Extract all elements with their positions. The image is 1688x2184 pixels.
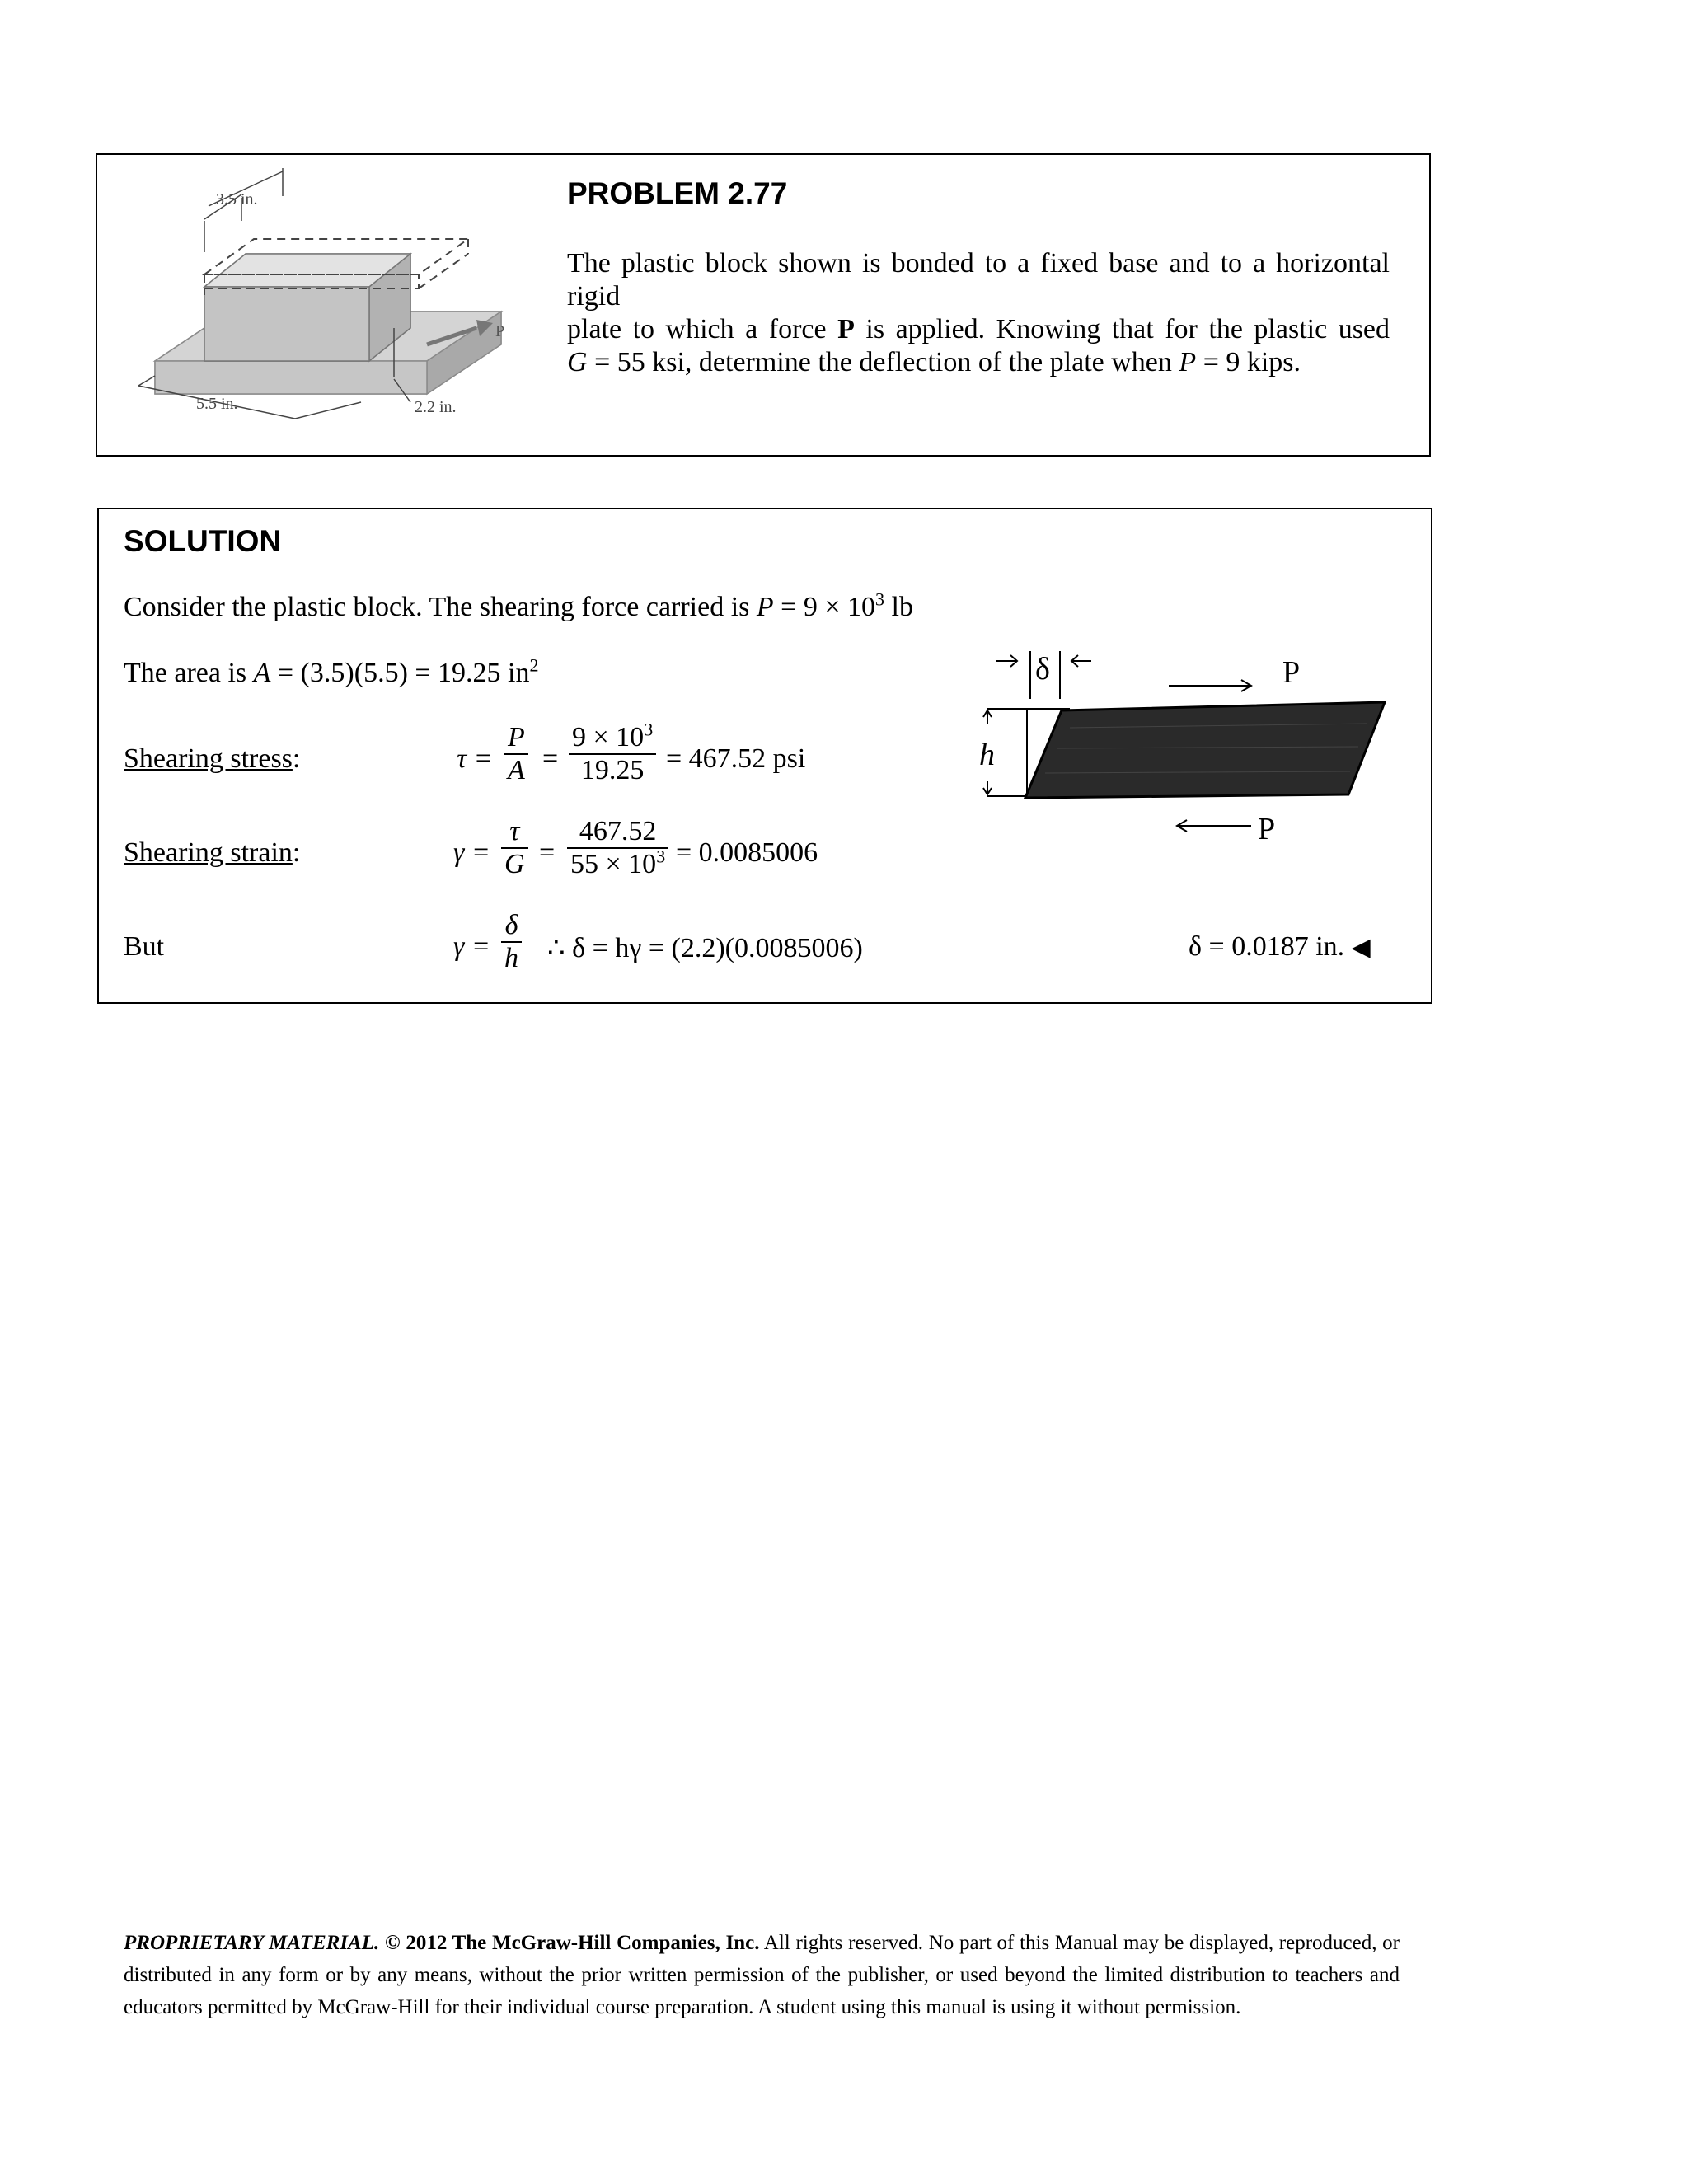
problem-title: PROBLEM 2.77 bbox=[567, 176, 788, 210]
shear-force-line bbox=[124, 588, 913, 623]
strain-den-2 bbox=[567, 847, 668, 880]
stress-equals: = bbox=[542, 743, 559, 774]
stress-label: Shearing stress: bbox=[124, 743, 301, 774]
gamma-symbol: γ = bbox=[453, 837, 490, 868]
problem-box bbox=[96, 153, 1431, 457]
dim-3-5-label: 3.5 in. bbox=[216, 190, 258, 209]
problem-g-symbol: G bbox=[567, 347, 588, 377]
tau-symbol: τ = bbox=[457, 743, 493, 774]
strain-den-2-exp: 3 bbox=[656, 846, 666, 867]
problem-p-symbol: P bbox=[1179, 347, 1197, 377]
shear-force-symbol: P bbox=[756, 592, 774, 622]
stress-den-2: 19.25 bbox=[569, 753, 656, 786]
deflection-formula: ∴ δ = hγ = (2.2)(0.0085006) bbox=[547, 933, 863, 963]
but-label: But bbox=[124, 931, 165, 962]
stress-num-2-exp: 3 bbox=[644, 719, 654, 740]
problem-line-3b: = 9 kips. bbox=[1203, 347, 1301, 377]
problem-line-3 bbox=[567, 346, 1390, 379]
stress-fraction-2 bbox=[569, 719, 656, 786]
shear-force-math: = 9 × 10 bbox=[781, 592, 876, 622]
problem-line-1: The plastic block shown is bonded to a fixed base and to a horizontal rigid bbox=[567, 248, 1390, 312]
shear-force-unit: lb bbox=[891, 592, 913, 622]
stress-result: = 467.52 psi bbox=[666, 743, 806, 774]
footer-lead: PROPRIETARY MATERIAL. bbox=[124, 1932, 380, 1954]
problem-force-symbol: P bbox=[837, 314, 855, 344]
area-exp: 2 bbox=[529, 654, 539, 676]
sketch-p-top: P bbox=[1282, 655, 1301, 690]
strain-den-2-base: 55 × 10 bbox=[570, 849, 657, 879]
dim-5-5-label: 5.5 in. bbox=[196, 395, 238, 413]
footer bbox=[124, 1927, 1400, 2023]
stress-fraction-1 bbox=[504, 722, 528, 786]
strain-den-1: G bbox=[501, 847, 528, 880]
area-text: The area is bbox=[124, 658, 247, 688]
answer-text: δ = 0.0187 in. bbox=[1189, 931, 1345, 962]
stress-label-text: Shearing stress bbox=[124, 743, 293, 774]
strain-label: Shearing strain: bbox=[124, 837, 301, 868]
problem-line-2a: plate to which a force bbox=[567, 314, 827, 344]
area-symbol: A bbox=[253, 658, 271, 688]
block-figure bbox=[130, 163, 625, 427]
strain-label-text: Shearing strain bbox=[124, 837, 293, 868]
footer-body: All rights reserved. No part of this Manual may be displayed, reproduced, or distributed in any form or by any means, without the prior written permission of the publisher, or used beyond the limited distribution to teachers and educators permitted by McGraw-Hill for their individual course preparation. A student using this manual is using it without permission. bbox=[124, 1932, 1400, 2018]
strain-num-1: τ bbox=[509, 816, 520, 846]
solution-heading: SOLUTION bbox=[124, 524, 282, 558]
sheared-block bbox=[1025, 702, 1385, 798]
answer-marker-icon: ◀ bbox=[1351, 934, 1371, 961]
solution-box bbox=[97, 508, 1432, 1004]
shear-sketch bbox=[979, 649, 1408, 864]
sketch-p-bottom: P bbox=[1258, 812, 1276, 846]
sketch-h: h bbox=[979, 738, 995, 772]
problem-statement bbox=[567, 247, 1390, 379]
stress-num-2-base: 9 × 10 bbox=[572, 722, 645, 752]
sketch-delta: δ bbox=[1035, 652, 1050, 687]
dim-2-2-label: 2.2 in. bbox=[415, 398, 457, 416]
gamma-symbol-2: γ = bbox=[453, 931, 490, 962]
force-label: P bbox=[495, 322, 505, 340]
area-math: = (3.5)(5.5) = 19.25 in bbox=[277, 658, 530, 688]
strain-equals: = bbox=[539, 837, 556, 868]
stress-den-1: A bbox=[504, 753, 528, 786]
problem-line-3a: = 55 ksi, determine the deflection of the plate when bbox=[594, 347, 1172, 377]
strain-fraction-2 bbox=[567, 816, 668, 880]
but-fraction bbox=[501, 910, 522, 974]
stress-num-2 bbox=[569, 719, 656, 753]
answer bbox=[1189, 931, 1371, 963]
stress-num-1: P bbox=[508, 722, 525, 752]
problem-line-2b: is applied. Knowing that for the plastic used bbox=[865, 314, 1390, 344]
area-line bbox=[124, 654, 539, 689]
shear-force-text: Consider the plastic block. The shearing force carried is bbox=[124, 592, 750, 622]
but-num: δ bbox=[504, 910, 518, 940]
but-den: h bbox=[501, 941, 522, 974]
footer-copyright: © 2012 The McGraw-Hill Companies, Inc. bbox=[384, 1932, 760, 1954]
strain-result: = 0.0085006 bbox=[676, 837, 818, 868]
problem-line-2 bbox=[567, 313, 1390, 346]
strain-fraction-1 bbox=[501, 816, 528, 880]
strain-num-2: 467.52 bbox=[579, 816, 657, 846]
shear-force-exp: 3 bbox=[875, 588, 885, 610]
